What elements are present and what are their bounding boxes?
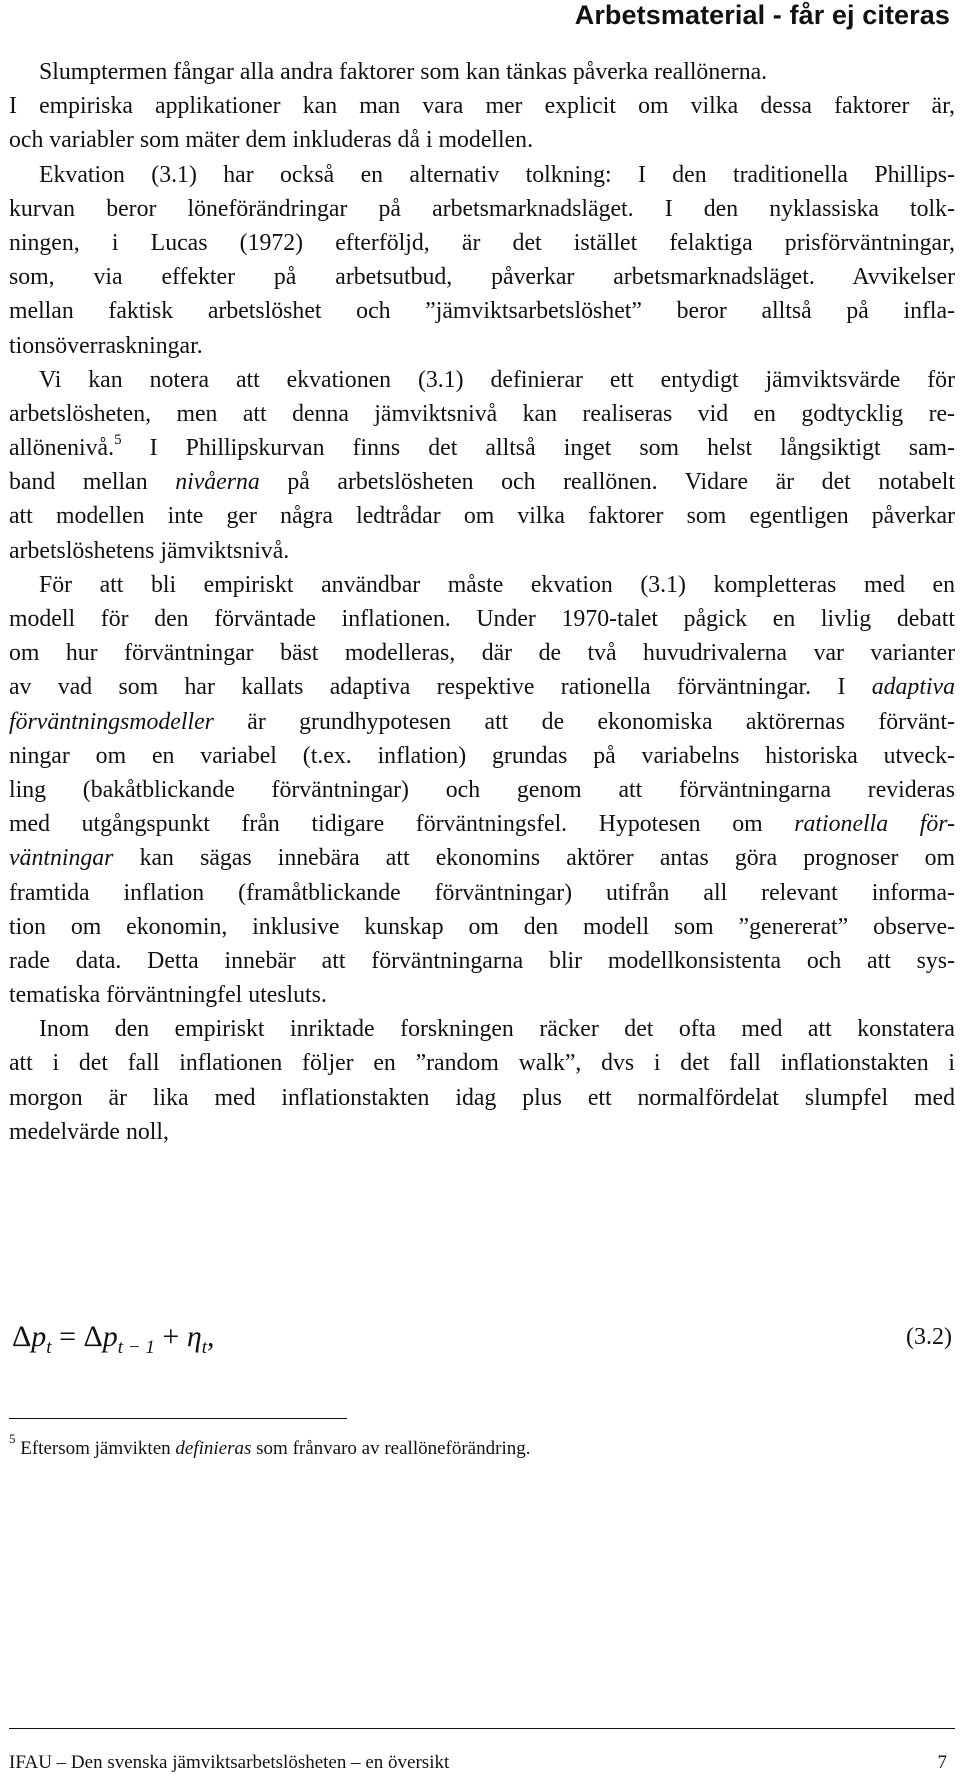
subscript-t-minus-1: t − 1: [117, 1337, 155, 1358]
footnote-reference: 5: [114, 432, 122, 449]
text-line: [9, 534, 955, 568]
page-number: 7: [937, 1752, 947, 1773]
text-line: [9, 363, 955, 397]
page-header: Arbetsmaterial - får ej citeras: [574, 0, 950, 30]
variable-p: p: [102, 1320, 118, 1353]
text-run: band mellan: [9, 469, 176, 496]
text-run: arbetslösheten, men att denna jämviktsnivå kan realiseras vid en godtycklig re-: [9, 400, 955, 427]
text-run: allönenivå.: [9, 435, 115, 462]
italic-run: nivåerna: [175, 469, 260, 496]
text-line: [9, 705, 955, 739]
text-line: [9, 55, 955, 89]
text-run: rade data. Detta innebär att förväntningarna blir modellkonsistenta och att sys-: [9, 947, 955, 974]
text-line: [9, 910, 955, 944]
text-run: ningar om en variabel (t.ex. inflation) grundas på variabelns historiska utveck-: [9, 742, 955, 769]
text-line: [9, 260, 955, 294]
text-run: För att bli empiriskt användbar måste ekvation (3.1) kompletteras med en: [39, 571, 955, 598]
equation-3-2: [12, 1320, 952, 1364]
text-line: [9, 1115, 955, 1149]
footer-title: IFAU – Den svenska jämviktsarbetslösheten – en översikt: [9, 1752, 450, 1773]
text-line: [9, 670, 955, 704]
footnote-text-pre: Eftersom jämvikten: [15, 1438, 176, 1459]
text-line: [9, 978, 955, 1012]
subscript-t: t: [46, 1337, 52, 1358]
text-line: [9, 397, 955, 431]
text-run: modell för den förväntade inflationen. Under 1970-talet pågick en livlig debatt: [9, 606, 955, 632]
text-run: kan sägas innebära att ekonomins aktörer antas göra prognoser om: [113, 845, 955, 872]
footnote-divider: [9, 1418, 347, 1419]
text-line: [9, 602, 955, 636]
italic-run: förväntningsmodeller: [9, 708, 214, 735]
text-run: på arbetslösheten och reallönen. Vidare är det notabelt: [259, 469, 955, 496]
footer-divider: [9, 1728, 955, 1729]
text-line: [9, 431, 955, 465]
equation-comma: ,: [207, 1320, 215, 1353]
text-line: [9, 499, 955, 533]
text-run: mellan faktisk arbetslöshet och ”jämviktsarbetslöshet” beror alltså på infla-: [9, 298, 955, 325]
italic-run: väntningar: [9, 845, 114, 872]
text-line: [9, 568, 955, 602]
text-line: [9, 841, 955, 875]
text-line: [9, 123, 955, 157]
footnote-text-post: som frånvaro av reallöneförändring.: [251, 1438, 531, 1459]
delta-symbol: Δ: [83, 1320, 103, 1353]
text-line: [9, 944, 955, 978]
text-run: tematiska förväntningfel utesluts.: [9, 982, 327, 1009]
text-line: [9, 294, 955, 328]
text-line: [9, 739, 955, 773]
text-run: tionsöverraskningar.: [9, 332, 203, 359]
plus-sign: +: [162, 1320, 180, 1353]
equals-sign: =: [59, 1320, 76, 1353]
subscript-t: t: [201, 1337, 207, 1358]
text-run: medelvärde noll,: [9, 1118, 169, 1145]
footnote-italic: definieras: [175, 1438, 252, 1459]
text-run: ling (bakåtblickande förväntningar) och genom att förväntningarna revideras: [9, 776, 955, 803]
equation-expression: [12, 1320, 215, 1359]
text-line: [9, 465, 955, 499]
text-run: Ekvation (3.1) har också en alternativ tolkning: I den traditionella Phillips-: [39, 161, 955, 188]
text-line: [9, 807, 955, 841]
text-run: I Phillipskurvan finns det alltså inget som helst långsiktigt sam-: [121, 435, 955, 462]
text-line: [9, 876, 955, 910]
text-run: arbetslöshetens jämviktsnivå.: [9, 537, 290, 564]
text-line: [9, 226, 955, 260]
text-run: att i det fall inflationen följer en ”random walk”, dvs i det fall inflationstakten i: [9, 1050, 955, 1077]
text-run: med utgångspunkt från tidigare förväntningsfel. Hypotesen om: [9, 811, 795, 838]
text-run: kurvan beror löneförändringar på arbetsmarknadsläget. I den nyklassiska tolk-: [9, 195, 955, 222]
footnote-marker: 5: [9, 1430, 16, 1446]
footnote: [9, 1430, 531, 1460]
text-line: [9, 329, 955, 363]
text-line: [9, 636, 955, 670]
text-run: ningen, i Lucas (1972) efterföljd, är det istället felaktiga prisförväntningar,: [9, 229, 955, 256]
text-run: och variabler som mäter dem inkluderas då i modellen.: [9, 127, 534, 154]
text-run: I empiriska applikationer kan man vara mer explicit om vilka dessa faktorer är,: [9, 93, 955, 120]
text-run: är grundhypotesen att de ekonomiska aktörernas förvänt-: [213, 708, 955, 735]
text-line: [9, 773, 955, 807]
variable-eta: η: [186, 1320, 202, 1353]
text-run: om hur förväntningar bäst modelleras, där de två huvudrivalerna var varianter: [9, 640, 955, 667]
text-line: [9, 192, 955, 226]
text-run: Slumptermen fångar alla andra faktorer som kan tänkas påverka reallönerna.: [39, 59, 768, 85]
text-line: [9, 1012, 955, 1046]
text-line: [9, 89, 955, 123]
text-run: att modellen inte ger några ledtrådar om vilka faktorer som egentligen påverkar: [9, 503, 955, 530]
text-run: av vad som har kallats adaptiva respektive rationella förväntningar. I: [9, 674, 872, 701]
body-text: [9, 55, 955, 1149]
equation-number: (3.2): [906, 1324, 952, 1350]
delta-symbol: Δ: [12, 1320, 32, 1353]
italic-run: adaptiva: [871, 674, 955, 701]
variable-p: p: [31, 1320, 47, 1353]
italic-run: rationella för-: [794, 811, 955, 838]
text-run: morgon är lika med inflationstakten idag plus ett normalfördelat slumpfel med: [9, 1084, 955, 1111]
text-run: som, via effekter på arbetsutbud, påverkar arbetsmarknadsläget. Avvikelser: [9, 264, 955, 291]
text-run: tion om ekonomin, inklusive kunskap om den modell som ”genererat” observe-: [9, 913, 955, 940]
text-run: Vi kan notera att ekvationen (3.1) definierar ett entydigt jämviktsvärde för: [39, 366, 955, 393]
text-line: [9, 158, 955, 192]
text-run: framtida inflation (framåtblickande förväntningar) utifrån all relevant informa-: [9, 879, 955, 906]
text-line: [9, 1046, 955, 1080]
text-line: [9, 1081, 955, 1115]
text-run: Inom den empiriskt inriktade forskningen räcker det ofta med att konstatera: [39, 1016, 955, 1043]
